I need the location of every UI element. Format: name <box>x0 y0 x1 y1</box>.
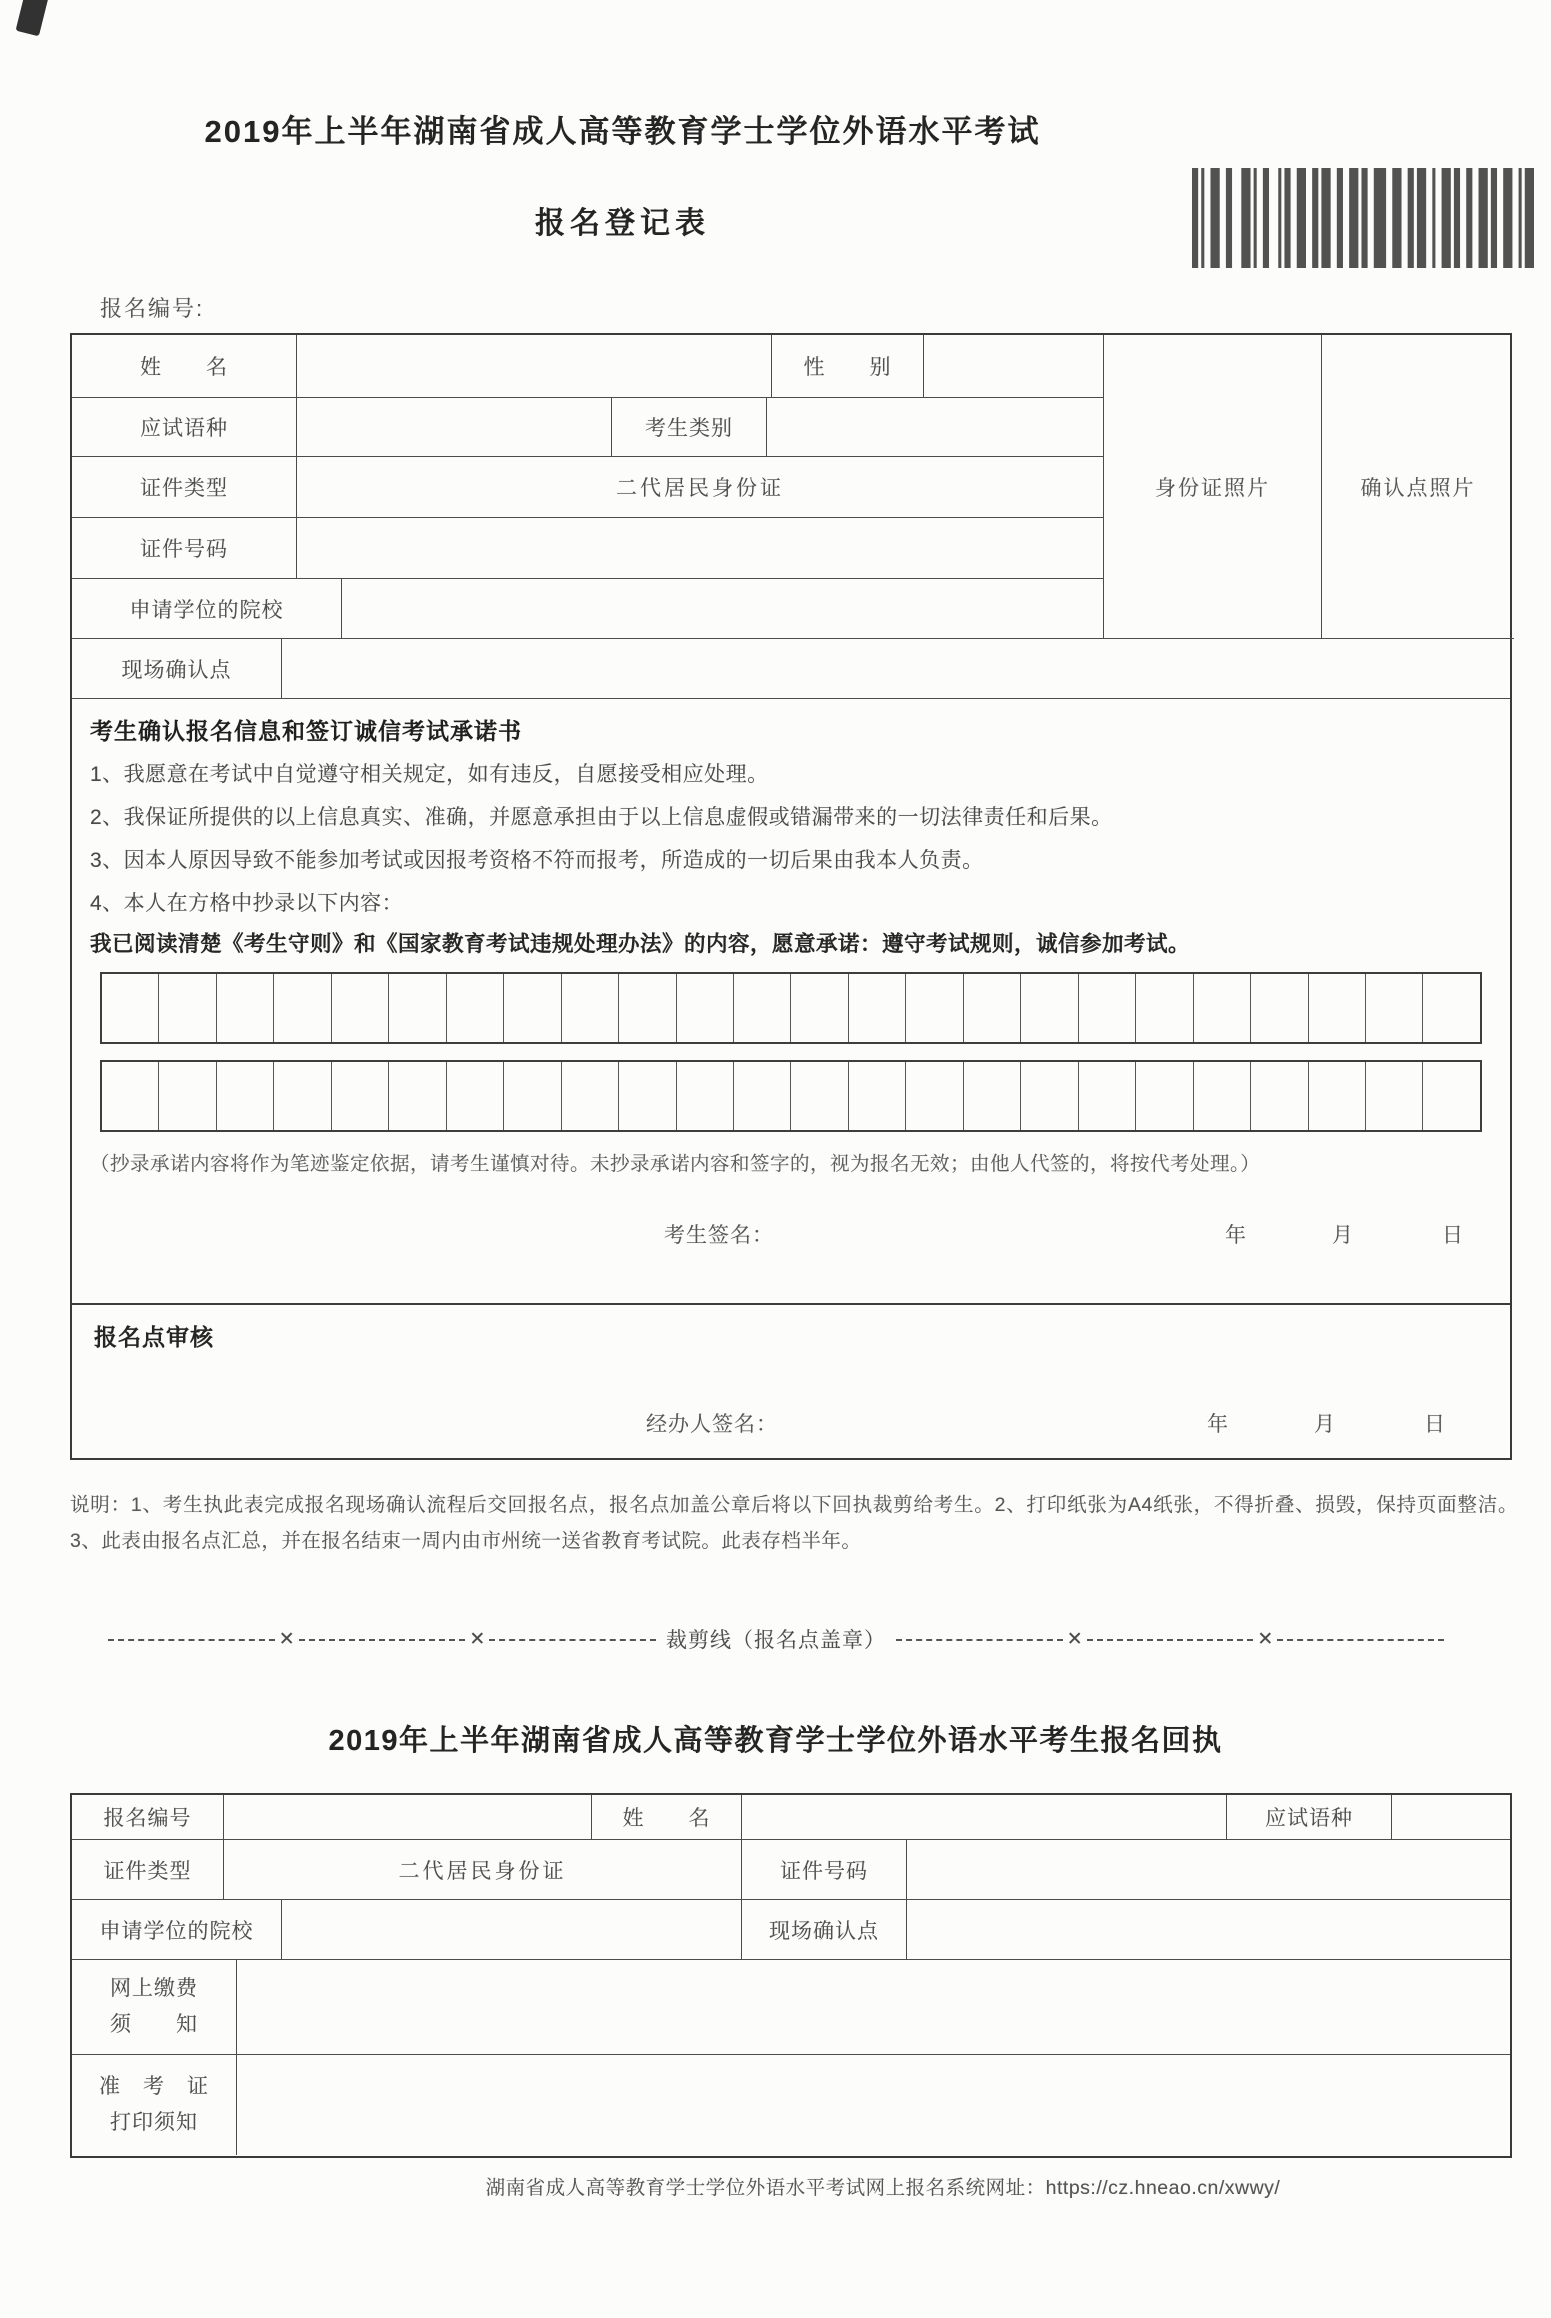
cut-line-label: 裁剪线（报名点盖章） <box>666 1629 886 1652</box>
admission-print-label-line1: 准 考 证 <box>99 2075 209 2098</box>
copy-grid-cell <box>1079 1062 1136 1130</box>
receipt-language-label: 应试语种 <box>1227 1795 1392 1840</box>
receipt-name-field <box>742 1795 1227 1840</box>
receipt-confirm-point-field <box>907 1900 1510 1960</box>
copy-grid-cell <box>964 1062 1021 1130</box>
copy-grid-cell <box>562 974 619 1042</box>
payment-notice-field <box>237 1960 1510 2055</box>
scissors-mark: ✕ <box>278 1628 295 1650</box>
instructions-note: 说明：1、考生执此表完成报名现场确认流程后交回报名点，报名点加盖公章后将以下回执裁剪给考生。2、打印纸张为A4纸张，不得折叠、损毁，保持页面整洁。3、此表由报名点汇总，并在报名结束一周内由市州统一送省教育考试院。此表存档半年。 <box>70 1494 1518 1552</box>
receipt-id-type-value: 二代居民身份证 <box>224 1840 742 1900</box>
form-title: 2019年上半年湖南省成人高等教育学士学位外语水平考试 <box>204 114 1041 149</box>
copy-grid-cell <box>1021 1062 1078 1130</box>
copy-grid-cell <box>1309 1062 1366 1130</box>
name-label: 姓 名 <box>72 335 297 398</box>
review-section <box>72 1305 1510 1460</box>
receipt-institution-field <box>282 1900 742 1960</box>
confirm-point-label: 现场确认点 <box>72 639 282 699</box>
receipt-row-payment <box>72 1960 1510 2055</box>
scissors-mark: ✕ <box>1066 1628 1083 1650</box>
cut-dash <box>1087 1639 1254 1641</box>
copy-grid-cell <box>1423 974 1479 1042</box>
payment-notice-label <box>72 1960 237 2055</box>
pledge-statement: 我已阅读清楚《考生守则》和《国家教育考试违规处理办法》的内容，愿意承诺：遵守考试规则，诚信参加考试。 <box>90 932 1191 956</box>
copy-grid-cell <box>964 974 1021 1042</box>
year-label: 年 <box>1225 1224 1246 1247</box>
review-heading: 报名点审核 <box>94 1324 214 1350</box>
candidate-signature-row <box>90 1201 1492 1259</box>
copy-grid-cell <box>102 1062 159 1130</box>
copy-grid-cell <box>447 974 504 1042</box>
copy-grid-cell <box>1079 974 1136 1042</box>
cut-dash <box>108 1639 275 1641</box>
copy-grid-cell <box>274 1062 331 1130</box>
copy-grid-cell <box>906 1062 963 1130</box>
cut-line <box>108 1624 1444 1654</box>
id-photo-label: 身份证照片 <box>1155 476 1270 500</box>
copy-grid-cell <box>274 974 331 1042</box>
cut-dash <box>1277 1639 1444 1641</box>
copy-grid-cell <box>102 974 159 1042</box>
copy-grid-cell <box>619 974 676 1042</box>
copy-grid-cell <box>677 1062 734 1130</box>
copy-grid-cell <box>1136 1062 1193 1130</box>
copy-grid-cell <box>332 1062 389 1130</box>
copy-grid-cell <box>562 1062 619 1130</box>
receipt-id-number-field <box>907 1840 1510 1900</box>
form-subtitle: 报名登记表 <box>535 207 710 240</box>
copy-grid-cell <box>389 974 446 1042</box>
copy-grid-cell <box>217 1062 274 1130</box>
copy-grid-cell <box>849 1062 906 1130</box>
id-number-field <box>297 518 1104 579</box>
copy-grid-cell <box>1194 974 1251 1042</box>
copy-grid-cell <box>1021 974 1078 1042</box>
receipt-row-3 <box>72 1900 1510 1960</box>
copy-grid-cell <box>619 1062 676 1130</box>
receipt-reg-number-label: 报名编号 <box>72 1795 224 1840</box>
copy-grid-cell <box>1309 974 1366 1042</box>
copy-grid-cell <box>1136 974 1193 1042</box>
institution-label: 申请学位的院校 <box>72 579 342 639</box>
copy-grid-cell <box>504 974 561 1042</box>
copy-grid-row-2 <box>100 1060 1482 1132</box>
year-label: 年 <box>1207 1413 1228 1436</box>
category-field <box>767 398 1104 457</box>
handler-signature-label: 经办人签名： <box>646 1413 778 1436</box>
payment-notice-label-line2: 须 知 <box>110 2013 198 2036</box>
cut-dash <box>489 1639 656 1641</box>
pledge-item-2: 2、我保证所提供的以上信息真实、准确，并愿意承担由于以上信息虚假或错漏带来的一切法律责任和后果。 <box>90 806 1113 829</box>
copy-grid-cell <box>389 1062 446 1130</box>
month-label: 月 <box>1314 1413 1335 1436</box>
receipt-confirm-point-label: 现场确认点 <box>742 1900 907 1960</box>
copy-grid-cell <box>447 1062 504 1130</box>
registration-number-label: 报名编号: <box>100 296 205 321</box>
name-field <box>297 335 772 398</box>
copy-grid-cell <box>734 1062 791 1130</box>
candidate-signature-label: 考生签名： <box>664 1224 774 1247</box>
receipt-title: 2019年上半年湖南省成人高等教育学士学位外语水平考生报名回执 <box>328 1725 1223 1757</box>
receipt-row-2 <box>72 1840 1510 1900</box>
id-number-label: 证件号码 <box>72 518 297 579</box>
copy-grid-cell <box>1366 974 1423 1042</box>
day-label: 日 <box>1424 1413 1445 1436</box>
footer-url-note: 湖南省成人高等教育学士学位外语水平考试网上报名系统网址：https://cz.hneao.cn/xwwy/ <box>485 2177 1281 2199</box>
row-language-category <box>72 398 1104 457</box>
copy-grid-cell <box>734 974 791 1042</box>
copy-grid-cell <box>1366 1062 1423 1130</box>
copy-grid-cell <box>159 1062 216 1130</box>
receipt-row-admission <box>72 2055 1510 2155</box>
institution-field <box>342 579 1104 639</box>
row-id-number <box>72 518 1104 579</box>
receipt-id-number-label: 证件号码 <box>742 1840 907 1900</box>
language-label: 应试语种 <box>72 398 297 457</box>
receipt-table <box>70 1793 1512 2158</box>
confirm-photo-label: 确认点照片 <box>1360 476 1476 500</box>
receipt-name-label: 姓 名 <box>592 1795 742 1840</box>
scissors-mark: ✕ <box>1257 1628 1274 1650</box>
id-type-label: 证件类型 <box>72 457 297 518</box>
admission-print-field <box>237 2055 1510 2155</box>
receipt-reg-number-field <box>224 1795 592 1840</box>
copy-grid-cell <box>1194 1062 1251 1130</box>
copy-grid-cell <box>332 974 389 1042</box>
category-label: 考生类别 <box>612 398 767 457</box>
row-institution <box>72 579 1104 639</box>
receipt-institution-label: 申请学位的院校 <box>72 1900 282 1960</box>
receipt-id-type-label: 证件类型 <box>72 1840 224 1900</box>
registration-table-upper <box>72 335 1510 639</box>
copy-grid-cell <box>1251 974 1308 1042</box>
receipt-language-field <box>1392 1795 1510 1840</box>
copy-grid-cell <box>791 974 848 1042</box>
confirm-point-field <box>282 639 1510 699</box>
receipt-row-1 <box>72 1795 1510 1840</box>
pledge-item-1: 1、我愿意在考试中自觉遵守相关规定，如有违反，自愿接受相应处理。 <box>90 763 769 786</box>
barcode <box>1192 168 1534 268</box>
cut-dash <box>299 1639 466 1641</box>
row-name-gender <box>72 335 1104 398</box>
gender-field <box>924 335 1104 398</box>
admission-print-label-line2: 打印须知 <box>110 2111 198 2134</box>
copy-grid-cell <box>159 974 216 1042</box>
language-field <box>297 398 612 457</box>
scan-artifact <box>16 0 49 36</box>
month-label: 月 <box>1332 1224 1353 1247</box>
day-label: 日 <box>1442 1224 1463 1247</box>
row-confirm-point <box>72 639 1510 699</box>
copy-grid-cell <box>791 1062 848 1130</box>
pledge-item-4: 4、本人在方格中抄录以下内容： <box>90 892 404 915</box>
copy-grid-cell <box>217 974 274 1042</box>
copy-grid-row-1 <box>100 972 1482 1044</box>
cut-dash <box>896 1639 1063 1641</box>
copy-grid-cell <box>677 974 734 1042</box>
admission-print-label <box>72 2055 237 2155</box>
pledge-heading: 考生确认报名信息和签订诚信考试承诺书 <box>90 718 522 744</box>
payment-notice-label-line1: 网上缴费 <box>110 1977 198 2000</box>
copy-grid-cell <box>504 1062 561 1130</box>
id-type-value: 二代居民身份证 <box>297 457 1104 518</box>
pledge-note: （抄录承诺内容将作为笔迹鉴定依据，请考生谨慎对待。未抄录承诺内容和签字的，视为报名无效；由他人代签的，将按代考处理。） <box>90 1153 1261 1175</box>
row-id-type <box>72 457 1104 518</box>
pledge-section <box>72 699 1510 1305</box>
confirm-photo-cell <box>1322 335 1514 639</box>
copy-grid-cell <box>906 974 963 1042</box>
registration-table <box>70 333 1512 1460</box>
copy-grid-cell <box>849 974 906 1042</box>
gender-label: 性 别 <box>772 335 924 398</box>
id-photo-cell <box>1104 335 1322 639</box>
pledge-item-3: 3、因本人原因导致不能参加考试或因报考资格不符而报考，所造成的一切后果由我本人负责。 <box>90 849 984 872</box>
copy-grid-cell <box>1423 1062 1479 1130</box>
copy-grid-cell <box>1251 1062 1308 1130</box>
scissors-mark: ✕ <box>469 1628 486 1650</box>
